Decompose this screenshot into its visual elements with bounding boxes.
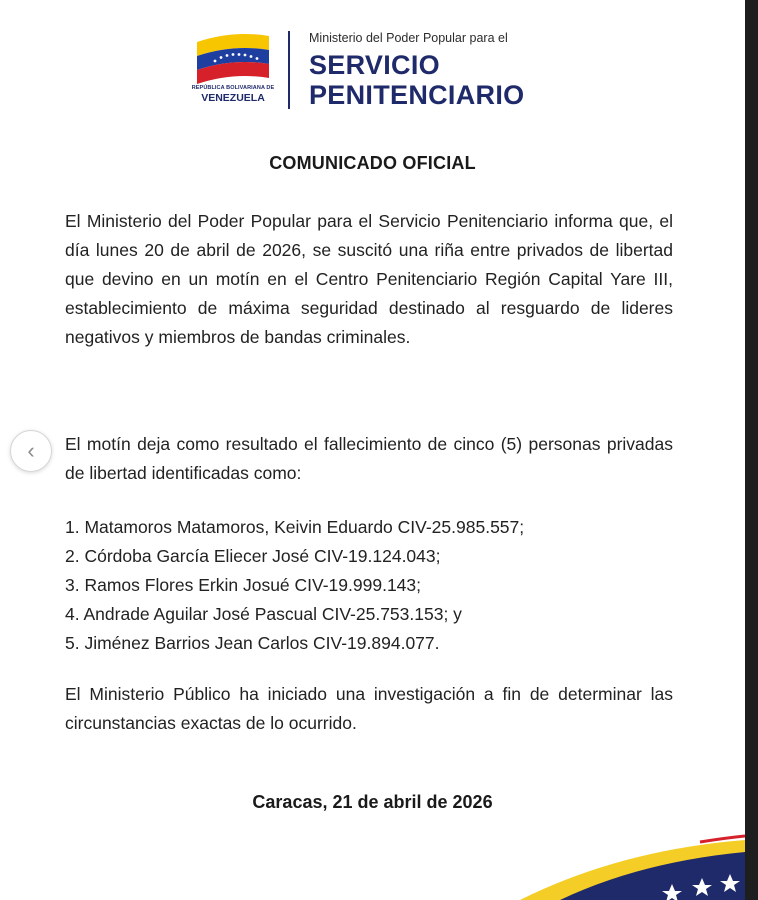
list-item: 4. Andrade Aguilar José Pascual CIV-25.753.153; y <box>65 604 462 624</box>
list-item: 5. Jiménez Barrios Jean Carlos CIV-19.894.077. <box>65 633 440 653</box>
flag-caption <box>190 85 276 105</box>
department-name-line1: SERVICIO <box>309 50 440 80</box>
paragraph-investigation: El Ministerio Público ha iniciado una investigación a fin de determinar las circunstancias exactas de lo ocurrido. <box>65 684 673 733</box>
venezuela-flag-icon <box>193 28 273 84</box>
victims-list <box>65 513 524 658</box>
signature-date: Caracas, 21 de abril de 2026 <box>252 792 493 812</box>
document-title: COMUNICADO OFICIAL <box>269 153 476 173</box>
list-item: 3. Ramos Flores Erkin Josué CIV-19.999.143; <box>65 575 422 595</box>
header-divider <box>288 31 290 109</box>
list-item: 1. Matamoros Matamoros, Keivin Eduardo CIV-25.985.557; <box>65 517 525 537</box>
flag-caption-country: VENEZUELA <box>201 92 265 104</box>
carousel-prev-button[interactable] <box>10 430 52 472</box>
paragraph-incident: El Ministerio del Poder Popular para el Servicio Penitenciario informa que, el día lunes 20 de abril de 2026, se suscitó una riña entre privados de libertad que devino en un motín en el Centro Penitenciario Región Capital Yare III, establecimiento de máxima seguridad destinado al resguardo de lideres negativos y miembros de bandas criminales. <box>65 211 673 347</box>
ministry-line: Ministerio del Poder Popular para el <box>309 31 508 45</box>
chevron-left-icon: ‹ <box>27 438 35 463</box>
list-item: 2. Córdoba García Eliecer José CIV-19.124.043; <box>65 546 441 566</box>
flag-caption-small: REPÚBLICA BOLIVARIANA DE <box>191 85 275 91</box>
paragraph-result: El motín deja como resultado el fallecimiento de cinco (5) personas privadas de libertad identificadas como: <box>65 434 673 483</box>
window-edge <box>745 0 758 900</box>
footer-wave-decoration <box>0 780 745 900</box>
department-name-line2: PENITENCIARIO <box>309 80 525 110</box>
